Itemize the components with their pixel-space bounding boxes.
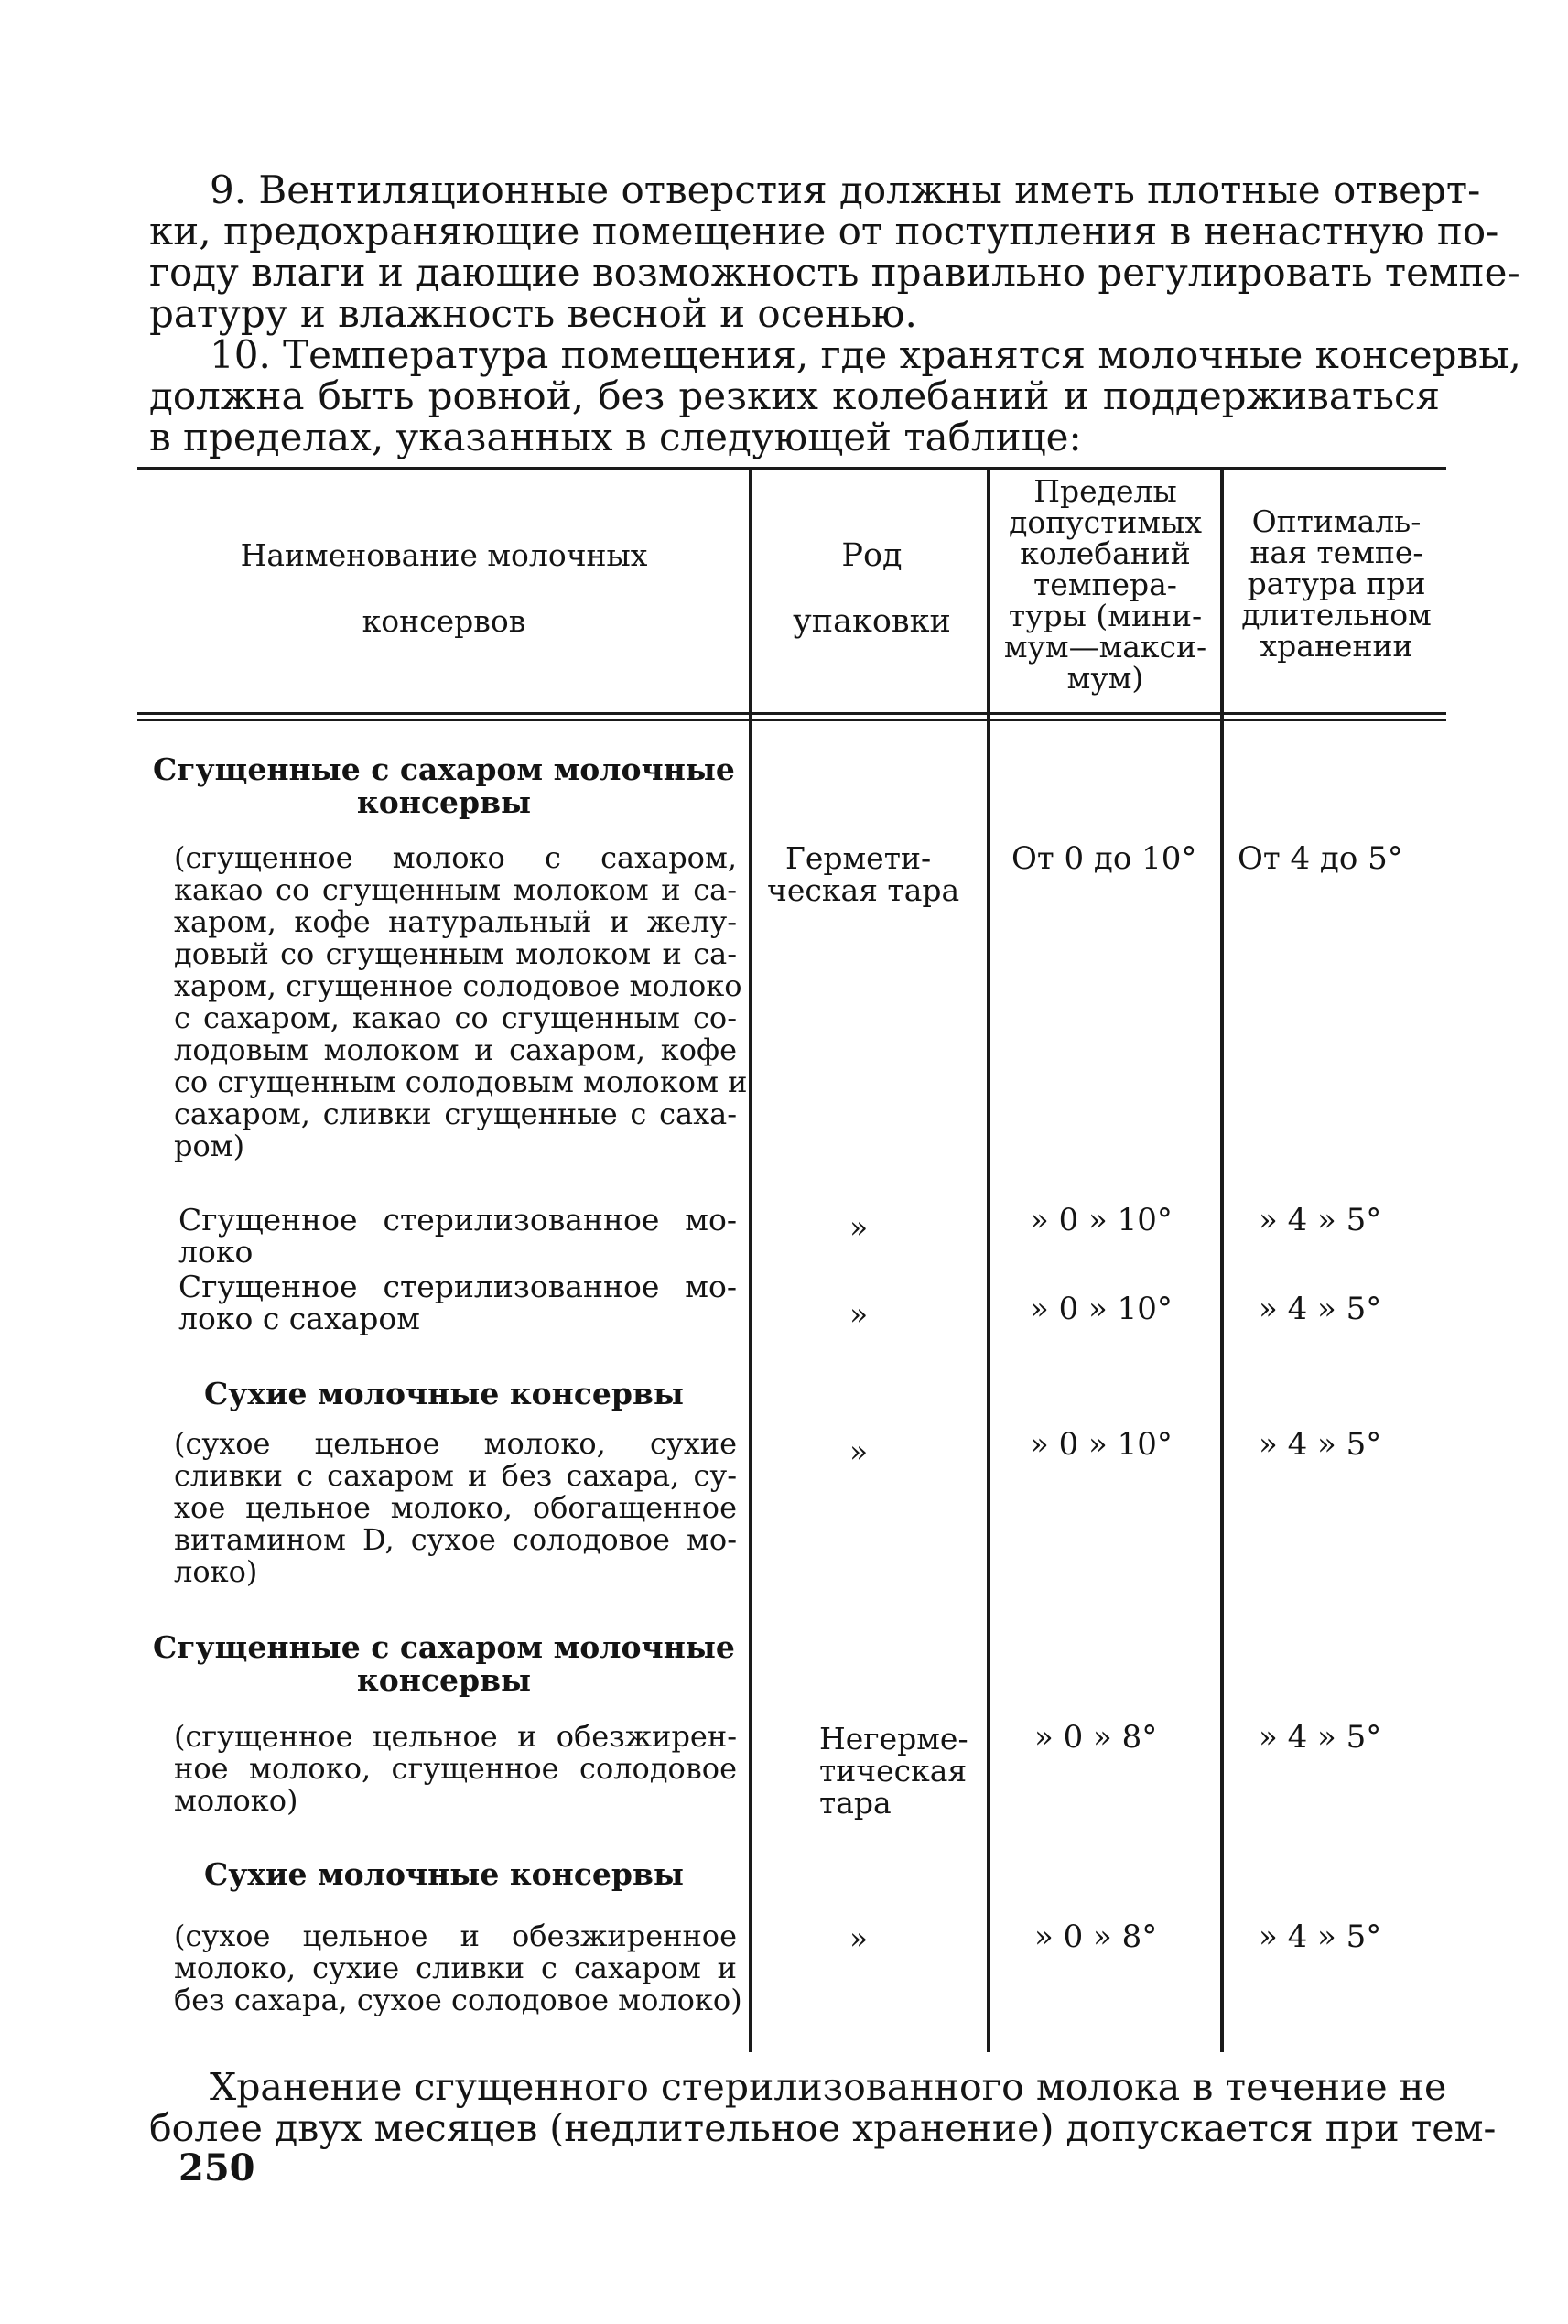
desc-line: сахаром, сливки сгущенные с саха- <box>174 1097 737 1131</box>
group-title <box>146 1631 741 1697</box>
title-line: Сухие молочные консервы <box>203 1856 685 1892</box>
desc-line: лодовым молоком и сахаром, кофе <box>174 1032 737 1067</box>
optimal-cell: » 4 » 5° <box>1259 1919 1382 1955</box>
desc-line: витамином D, сухое солодовое мо- <box>174 1522 737 1557</box>
desc-line: харом, кофе натуральный и желу- <box>174 904 737 939</box>
text-line: ратуру и влажность весной и осенью. <box>149 291 917 336</box>
title-line: консервы <box>356 784 532 820</box>
package-cell: » <box>849 1209 869 1245</box>
header-text: мум—макси- <box>1003 629 1207 665</box>
header-text: мум) <box>1066 660 1144 696</box>
desc-line: сливки с сахаром и без сахара, су- <box>174 1458 737 1493</box>
header-text: упаковки <box>793 603 951 640</box>
group-description <box>174 1919 742 2017</box>
text-line: году влаги и дающие возможность правильно регулировать темпе- <box>149 250 1520 295</box>
range-cell: » 0 » 8° <box>1034 1919 1158 1955</box>
title-line: Сгущенные с сахаром молочные <box>153 751 735 787</box>
optimal-cell: » 4 » 5° <box>1259 1291 1382 1327</box>
desc-line: хое цельное молоко, обогащенное <box>174 1490 737 1525</box>
header-text: Наименование молочных <box>240 537 648 573</box>
group-description <box>178 1270 737 1335</box>
header-text: Пределы <box>1033 473 1177 509</box>
desc-line: Сгущенное стерилизованное мо- <box>178 1269 737 1304</box>
text-line: 10. Температура помещения, где хранятся молочные консервы, <box>210 332 1521 377</box>
desc-line: с сахаром, какао со сгущенным со- <box>174 1000 737 1035</box>
desc-line: локо с сахаром <box>178 1301 420 1336</box>
desc-line: Сгущенное стерилизованное мо- <box>178 1202 737 1238</box>
desc-line: какао со сгущенным молоком и са- <box>174 872 737 907</box>
group-title <box>146 753 741 819</box>
package-line: тическая <box>819 1753 968 1789</box>
desc-line: ное молоко, сгущенное солодовое <box>174 1751 737 1786</box>
package-cell <box>819 1723 984 1819</box>
optimal-cell: » 4 » 5° <box>1259 1426 1382 1463</box>
header-range <box>993 473 1217 696</box>
package-cell: » <box>849 1920 869 1956</box>
title-line: Сгущенные с сахаром молочные <box>153 1629 735 1665</box>
group-description <box>174 1721 737 1817</box>
header-text: консервов <box>362 603 526 639</box>
desc-line: без сахара, сухое солодовое молоко) <box>174 1983 742 2017</box>
package-line: тара <box>819 1785 892 1821</box>
header-text: Оптималь- <box>1251 503 1422 539</box>
text-line: более двух месяцев (недлительное хранение) допускается при тем- <box>149 2106 1497 2150</box>
package-cell: » <box>849 1433 869 1469</box>
optimal-cell: От 4 до 5° <box>1238 840 1403 877</box>
text-line: должна быть ровной, без резких колебаний и поддерживаться <box>149 373 1440 418</box>
desc-line: ром) <box>174 1129 245 1163</box>
package-cell: » <box>849 1296 869 1332</box>
range-cell: » 0 » 10° <box>1030 1291 1173 1327</box>
header-text: туры (мини- <box>1008 598 1203 633</box>
paragraph-10 <box>149 332 1521 459</box>
column-divider <box>987 469 990 2052</box>
group-title <box>146 1378 741 1411</box>
range-cell: » 0 » 10° <box>1030 1426 1173 1463</box>
text-line: 9. Вентиляционные отверстия должны иметь плотные отверт- <box>210 168 1481 212</box>
page-number: 250 <box>178 2146 255 2189</box>
header-package <box>760 537 984 640</box>
header-text: допустимых <box>1009 504 1202 540</box>
package-line: Негерме- <box>819 1721 968 1757</box>
text-line: в пределах, указанных в следующей таблице: <box>149 415 1082 459</box>
header-text: хранении <box>1260 628 1413 664</box>
package-line: Гермети- <box>785 840 932 876</box>
range-cell: » 0 » 8° <box>1034 1719 1158 1756</box>
column-divider <box>749 469 752 2052</box>
column-divider <box>1220 469 1224 2052</box>
desc-line: (сухое цельное и обезжиренное <box>174 1919 737 1953</box>
desc-line: со сгущенным солодовым молоком и <box>174 1065 748 1099</box>
group-title <box>146 1858 741 1891</box>
desc-line: (сухое цельное молоко, сухие <box>174 1426 737 1461</box>
group-description <box>178 1204 737 1268</box>
package-cell <box>767 842 982 906</box>
text-line: ки, предохраняющие помещение от поступления в ненастную по- <box>149 209 1499 254</box>
header-bottom-rule-2 <box>137 719 1446 721</box>
table-top-rule <box>137 467 1446 470</box>
paragraph-9 <box>149 168 1520 336</box>
range-cell: От 0 до 10° <box>1011 840 1197 877</box>
closing-paragraph <box>149 2065 1497 2150</box>
group-description <box>174 840 748 1163</box>
header-name <box>146 537 741 639</box>
header-text: темпера- <box>1033 567 1177 602</box>
header-optimal <box>1227 503 1446 664</box>
optimal-cell: » 4 » 5° <box>1259 1719 1382 1756</box>
header-text: колебаний <box>1020 535 1191 571</box>
header-text: ратура при <box>1247 566 1426 601</box>
desc-line: локо) <box>174 1554 258 1589</box>
desc-line: (сгущенное молоко с сахаром, <box>174 840 737 875</box>
header-bottom-rule <box>137 712 1446 715</box>
desc-line: (сгущенное цельное и обезжирен- <box>174 1719 737 1754</box>
title-line: Сухие молочные консервы <box>203 1376 685 1411</box>
text-line: Хранение сгущенного стерилизованного молока в течение не <box>210 2065 1447 2109</box>
desc-line: молоко) <box>174 1783 298 1818</box>
group-description <box>174 1428 737 1588</box>
header-text: ная темпе- <box>1249 535 1423 570</box>
package-line: ческая тара <box>767 872 960 908</box>
desc-line: локо <box>178 1234 254 1270</box>
desc-line: харом, сгущенное солодовое молоко <box>174 968 742 1003</box>
desc-line: молоко, сухие сливки с сахаром и <box>174 1951 737 1985</box>
header-text: длительном <box>1241 597 1432 632</box>
range-cell: » 0 » 10° <box>1030 1202 1173 1238</box>
title-line: консервы <box>356 1662 532 1698</box>
optimal-cell: » 4 » 5° <box>1259 1202 1382 1238</box>
header-text: Род <box>841 537 903 574</box>
desc-line: довый со сгущенным молоком и са- <box>174 936 737 971</box>
